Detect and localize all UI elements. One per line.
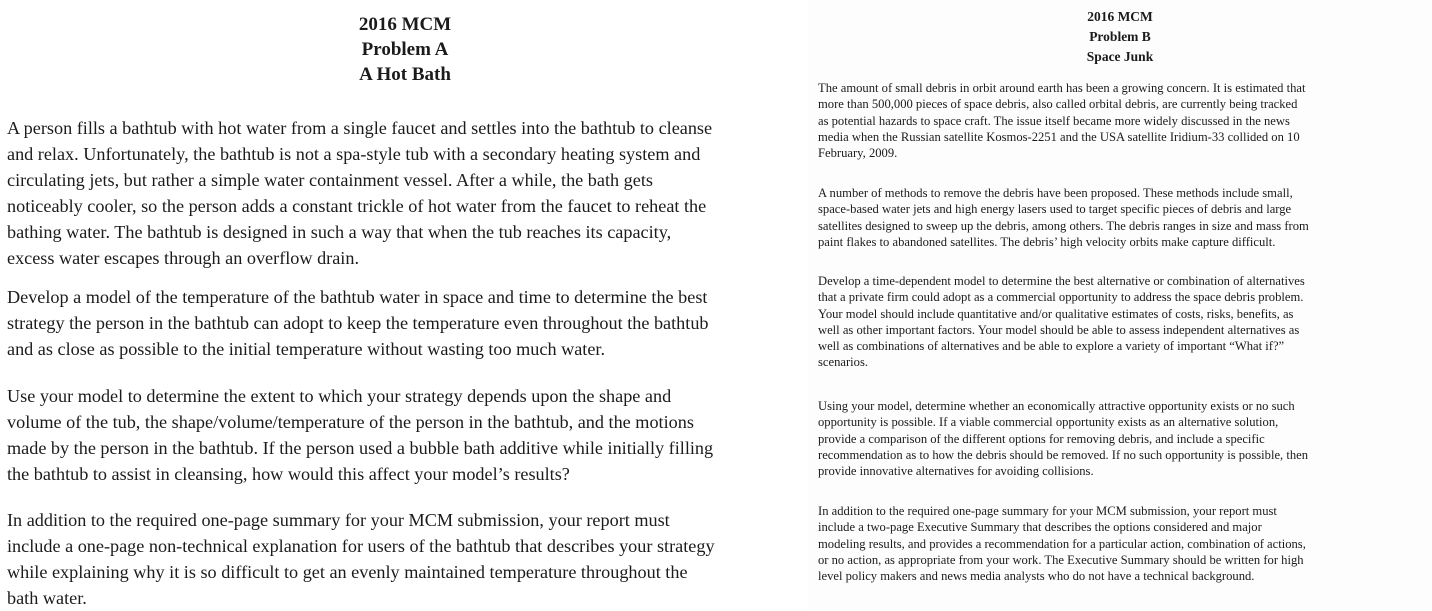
- text-line: A person fills a bathtub with hot water from a single faucet and settles into the bathtub to cleanse: [7, 118, 713, 138]
- text-line: strategy the person in the bathtub can adopt to keep the temperature even throughout the bathtub: [7, 313, 709, 333]
- text-line: provide innovative alternatives for avoiding collisions.: [818, 464, 1094, 479]
- problem-b-paragraph-5: [818, 503, 1430, 584]
- text-line: A number of methods to remove the debris have been proposed. These methods include small,: [818, 186, 1293, 200]
- text-line: provide a comparison of the different options for removing debris, and include a specific: [818, 431, 1265, 446]
- text-line: and as close as possible to the initial temperature without wasting too much water.: [7, 339, 606, 359]
- text-line: bathing water. The bathtub is designed in such a way that when the tub reaches its capacity,: [7, 222, 672, 242]
- problem-b-paragraph-1: [818, 80, 1430, 161]
- problem-a-contest: 2016 MCM: [358, 14, 452, 35]
- text-line: excess water escapes through an overflow drain.: [7, 248, 359, 268]
- text-line: Use your model to determine the extent to which your strategy depends upon the shape and: [7, 386, 672, 406]
- text-line: level policy makers and news media analysts who do not have a technical background.: [818, 569, 1255, 584]
- text-line: well as combinations of alternatives and be able to explore a variety of important “What if?”: [818, 339, 1285, 354]
- text-line: include a one-page non-technical explanation for users of the bathtub that describes your strategy: [7, 536, 715, 556]
- text-line: modeling results, and provides a recommendation for a particular action, combination of actions,: [818, 536, 1306, 551]
- problem-b-page: [808, 0, 1432, 610]
- text-line: paint flakes to abandoned satellites. The debris’ high velocity orbits make capture difficult.: [818, 234, 1276, 249]
- problem-b-title: [808, 7, 1432, 67]
- problem-b-paragraph-3: [818, 273, 1430, 371]
- text-line: and relax. Unfortunately, the bathtub is not a spa-style tub with a secondary heating system and: [7, 144, 701, 164]
- text-line: made by the person in the bathtub. If the person used a bubble bath additive while initially filling: [7, 438, 714, 458]
- problem-a-label: Problem A: [361, 39, 449, 60]
- text-line: while explaining why it is so difficult to get an evenly maintained temperature throughout the: [7, 562, 688, 582]
- problem-a-name: A Hot Bath: [359, 64, 451, 85]
- text-line: scenarios.: [818, 355, 869, 370]
- text-line: the bathtub to assist in cleansing, how would this affect your model’s results?: [7, 464, 570, 484]
- text-line: more than 500,000 pieces of space debris, also called orbital debris, are currently being tracked: [818, 97, 1298, 112]
- text-line: volume of the tub, the shape/volume/temperature of the person in the bathtub, and the motions: [7, 412, 694, 432]
- text-line: space-based water jets and high energy lasers used to target specific pieces of debris and large: [818, 202, 1292, 217]
- text-line: bath water.: [7, 588, 87, 608]
- text-line: noticeably cooler, so the person adds a constant trickle of hot water from the faucet to reheat the: [7, 196, 707, 216]
- text-line: satellites designed to sweep up the debris, among others. The debris ranges in size and mass from: [818, 218, 1309, 233]
- text-line: In addition to the required one-page summary for your MCM submission, your report must: [7, 510, 670, 530]
- problem-a-title: [0, 12, 810, 87]
- text-line: Develop a model of the temperature of the bathtub water in space and time to determine the best: [7, 287, 708, 307]
- text-line: opportunity is possible. If a viable commercial opportunity exists as an alternative solution,: [818, 415, 1279, 430]
- text-line: media when the Russian satellite Kosmos-2251 and the USA satellite Iridium-33 collided on 10: [818, 129, 1300, 144]
- problem-b-paragraph-4: [818, 398, 1430, 479]
- problem-b-contest: 2016 MCM: [1087, 9, 1153, 24]
- problem-b-paragraph-2: [818, 185, 1430, 250]
- text-line: February, 2009.: [818, 146, 898, 161]
- problem-b-label: Problem B: [1089, 29, 1151, 44]
- text-line: well as other important factors. Your model should be able to assess independent alternatives as: [818, 322, 1300, 337]
- problem-b-name: Space Junk: [1086, 49, 1154, 64]
- problem-a-paragraph-3: [7, 383, 805, 487]
- problem-a-paragraph-1: [7, 115, 805, 271]
- text-line: include a two-page Executive Summary that describes the options considered and major: [818, 520, 1262, 535]
- text-line: In addition to the required one-page summary for your MCM submission, your report must: [818, 504, 1277, 518]
- text-line: Develop a time-dependent model to determine the best alternative or combination of alternatives: [818, 274, 1305, 288]
- text-line: or no action, as appropriate from your work. The Executive Summary should be written for high: [818, 552, 1304, 567]
- text-line: Using your model, determine whether an economically attractive opportunity exists or no such: [818, 399, 1295, 413]
- text-line: that a private firm could adopt as a commercial opportunity to address the space debris problem.: [818, 290, 1304, 305]
- text-line: circulating jets, but rather a simple water containment vessel. After a while, the bath gets: [7, 170, 653, 190]
- text-line: as potential hazards to space craft. The issue itself became more widely discussed in the news: [818, 113, 1290, 128]
- text-line: recommendation as to how the debris should be removed. If no such opportunity is possible, then: [818, 447, 1309, 462]
- text-line: Your model should include quantitative and/or qualitative estimates of costs, risks, benefits, as: [818, 306, 1294, 321]
- problem-a-paragraph-4: [7, 507, 805, 611]
- problem-a-paragraph-2: [7, 284, 805, 362]
- text-line: The amount of small debris in orbit around earth has been a growing concern. It is estimated that: [818, 81, 1306, 95]
